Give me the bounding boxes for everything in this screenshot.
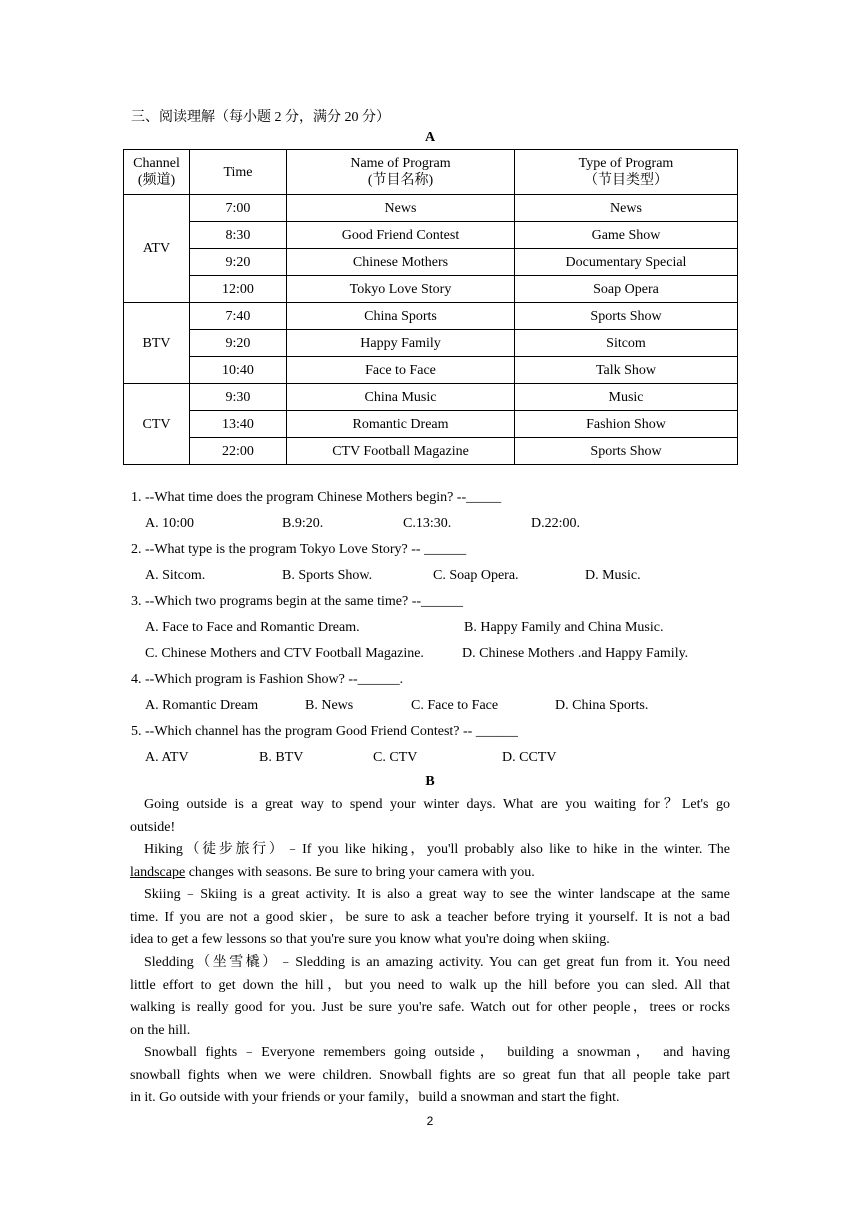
program-type-cell: Sports Show	[515, 438, 738, 465]
question-2-option-d: D. Music.	[585, 568, 641, 583]
passage-paragraph-intro	[130, 794, 730, 839]
passage-paragraph-sledding	[130, 952, 730, 1042]
part-a-label: A	[424, 130, 436, 145]
question-3-option-b: B. Happy Family and China Music.	[464, 620, 664, 635]
time-cell: 9:20	[190, 330, 287, 357]
passage-line: little effort to get down the hill，but you need to walk up the hill before you can sled. All that	[130, 977, 730, 993]
program-name-cell: Chinese Mothers	[287, 249, 515, 276]
time-cell: 7:40	[190, 303, 287, 330]
header-program-name: Name of Program (节目名称)	[287, 150, 515, 195]
program-type-cell: News	[515, 195, 738, 222]
question-1-option-a: A. 10:00	[145, 516, 194, 531]
page-number: 2	[426, 1114, 434, 1128]
question-3-option-c: C. Chinese Mothers and CTV Football Magazine.	[145, 646, 424, 661]
program-name-cell: CTV Football Magazine	[287, 438, 515, 465]
program-name-cell: China Sports	[287, 303, 515, 330]
question-4-option-c: C. Face to Face	[411, 698, 499, 713]
table-row	[124, 384, 738, 411]
time-cell: 9:20	[190, 249, 287, 276]
header-channel: Channel (频道)	[124, 150, 190, 195]
passage-line: snowball fights when we were children. Snowball fights are so great fun that all people take part	[130, 1067, 730, 1083]
program-type-cell: Sports Show	[515, 303, 738, 330]
question-2-option-a: A. Sitcom.	[145, 568, 206, 583]
table-row	[124, 222, 738, 249]
passage-line: Skiing﹣Skiing is a great activity. It is also a great way to see the winter landscape at the same	[144, 887, 730, 902]
question-3-option-a: A. Face to Face and Romantic Dream.	[145, 620, 360, 635]
program-type-cell: Sitcom	[515, 330, 738, 357]
question-5-option-d: D. CCTV	[502, 750, 557, 765]
program-name-cell: News	[287, 195, 515, 222]
header-time: Time	[190, 150, 287, 195]
question-2-option-b: B. Sports Show.	[282, 568, 373, 583]
question-1-stem: 1. --What time does the program Chinese Mothers begin? --_____	[131, 490, 502, 505]
passage-line: idea to get a few lessons so that you're sure you know what you're doing when skiing.	[130, 932, 610, 948]
question-5-option-a: A. ATV	[145, 750, 189, 765]
program-name-cell: Face to Face	[287, 357, 515, 384]
channel-cell: ATV	[124, 195, 190, 303]
passage-line: on the hill.	[130, 1022, 191, 1038]
question-4-stem: 4. --Which program is Fashion Show? --______.	[131, 672, 404, 687]
channel-cell: BTV	[124, 303, 190, 384]
channel-cell: CTV	[124, 384, 190, 465]
part-b-label: B	[425, 774, 435, 789]
passage-line: Hiking（徒步旅行）﹣If you like hiking，you'll probably also like to hike in the winter. The	[144, 842, 730, 857]
passage-paragraph-hiking	[130, 839, 730, 884]
program-name-cell: China Music	[287, 384, 515, 411]
underlined-word-landscape: landscape	[130, 864, 186, 880]
program-type-cell: Talk Show	[515, 357, 738, 384]
tv-schedule-table	[123, 149, 738, 465]
program-name-cell: Romantic Dream	[287, 411, 515, 438]
question-2-option-c: C. Soap Opera.	[433, 568, 519, 583]
question-3-option-d: D. Chinese Mothers .and Happy Family.	[462, 646, 689, 661]
table-row	[124, 357, 738, 384]
passage-line: outside!	[130, 819, 176, 835]
question-4-option-a: A. Romantic Dream	[145, 698, 259, 713]
question-5-option-b: B. BTV	[259, 750, 304, 765]
question-5-stem: 5. --Which channel has the program Good Friend Contest? -- ______	[131, 724, 518, 739]
passage-line: time. If you are not a good skier，be sure to ask a teacher before trying it yourself. It is not a bad	[130, 909, 730, 925]
table-row	[124, 195, 738, 222]
passage-line: Going outside is a great way to spend your winter days. What are you waiting for？Let's go	[144, 797, 730, 812]
question-1-option-b: B.9:20.	[282, 516, 324, 531]
program-type-cell: Soap Opera	[515, 276, 738, 303]
table-row	[124, 330, 738, 357]
time-cell: 13:40	[190, 411, 287, 438]
program-name-cell: Tokyo Love Story	[287, 276, 515, 303]
section-heading: 三、阅读理解（每小题 2 分，满分 20 分）	[131, 110, 390, 125]
time-cell: 8:30	[190, 222, 287, 249]
time-cell: 12:00	[190, 276, 287, 303]
passage-paragraph-skiing	[130, 884, 730, 952]
program-name-cell: Happy Family	[287, 330, 515, 357]
program-type-cell: Documentary Special	[515, 249, 738, 276]
program-type-cell: Game Show	[515, 222, 738, 249]
program-name-cell: Good Friend Contest	[287, 222, 515, 249]
time-cell: 9:30	[190, 384, 287, 411]
header-program-type: Type of Program （节目类型）	[515, 150, 738, 195]
question-1-option-c: C.13:30.	[403, 516, 452, 531]
question-3-stem: 3. --Which two programs begin at the same time? --______	[131, 594, 464, 609]
table-row	[124, 438, 738, 465]
question-2-stem: 2. --What type is the program Tokyo Love Story? -- ______	[131, 542, 467, 557]
program-type-cell: Music	[515, 384, 738, 411]
table-row	[124, 249, 738, 276]
time-cell: 10:40	[190, 357, 287, 384]
passage-line: walking is really good for you. Just be sure you're safe. Watch out for other people，trees or rocks	[130, 1000, 730, 1016]
table-header-row	[124, 150, 738, 195]
passage-line: Sledding（坐雪橇）﹣Sledding is an amazing activity. You can get great fun from it. You need	[144, 955, 730, 970]
passage-line: landscape changes with seasons. Be sure to bring your camera with you.	[130, 864, 535, 880]
table-row	[124, 411, 738, 438]
question-1-option-d: D.22:00.	[531, 516, 580, 531]
program-type-cell: Fashion Show	[515, 411, 738, 438]
question-5-option-c: C. CTV	[373, 750, 418, 765]
passage-paragraph-snowball	[130, 1042, 730, 1110]
question-4-option-b: B. News	[305, 698, 354, 713]
time-cell: 22:00	[190, 438, 287, 465]
passage-line: in it. Go outside with your friends or your family，build a snowman and start the fight.	[130, 1090, 620, 1106]
table-row	[124, 303, 738, 330]
time-cell: 7:00	[190, 195, 287, 222]
question-4-option-d: D. China Sports.	[555, 698, 649, 713]
table-row	[124, 276, 738, 303]
passage-line: Snowball fights﹣Everyone remembers going outside， building a snowman， and having	[144, 1045, 730, 1060]
